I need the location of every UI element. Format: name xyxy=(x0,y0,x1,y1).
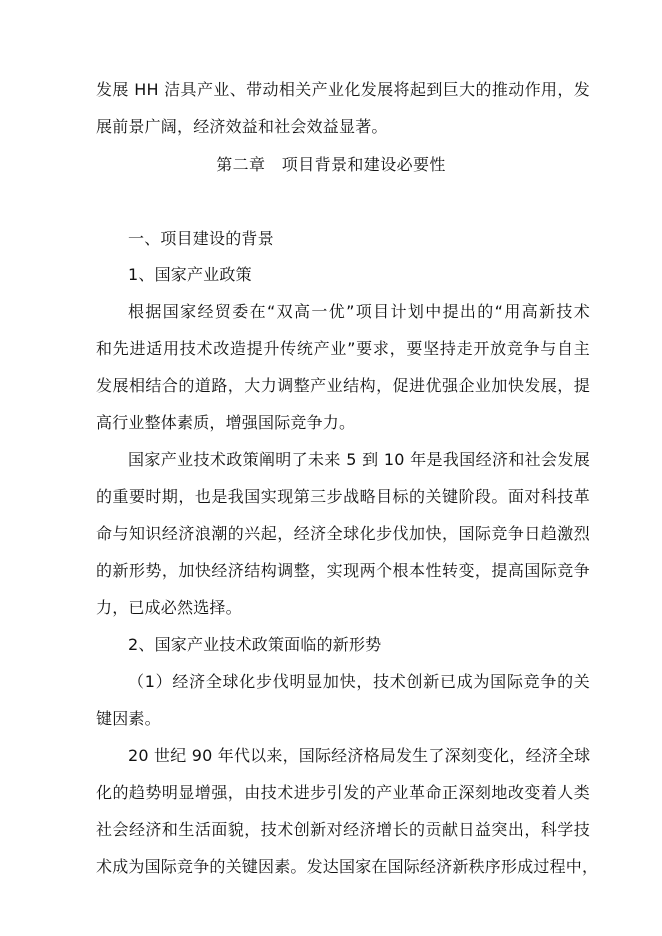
paragraph-2-line-2: 的重要时期，也是我国实现第三步战略目标的关键阶段。面对科技革 xyxy=(96,487,590,506)
paragraph-3-line-4: 术成为国际竞争的关键因素。发达国家在国际经济新秩序形成过程中， xyxy=(96,857,599,876)
section-title: 一、项目建设的背景 xyxy=(128,229,274,248)
point-1-line-2: 键因素。 xyxy=(96,709,161,728)
subsection-title-1: 1、国家产业政策 xyxy=(128,265,252,284)
intro-line-2: 展前景广阔，经济效益和社会效益显著。 xyxy=(96,117,388,136)
chapter-title: 第二章 项目背景和建设必要性 xyxy=(216,155,446,174)
paragraph-3-line-2: 化的趋势明显增强，由技术进步引发的产业革命正深刻地改变着人类 xyxy=(96,783,590,802)
paragraph-1-line-3: 发展相结合的道路，大力调整产业结构，促进优强企业加快发展，提 xyxy=(96,376,590,395)
point-1-line-1: （1）经济全球化步伐明显加快，技术创新已成为国际竞争的关 xyxy=(128,672,590,691)
paragraph-3-line-1: 20 世纪 90 年代以来，国际经济格局发生了深刻变化，经济全球 xyxy=(128,746,591,765)
paragraph-2-line-4: 的新形势，加快经济结构调整，实现两个根本性转变，提高国际竞争 xyxy=(96,561,590,580)
paragraph-1-line-4: 高行业整体素质，增强国际竞争力。 xyxy=(96,413,356,432)
paragraph-1-line-2: 和先进适用技术改造提升传统产业”要求，要坚持走开放竞争与自主 xyxy=(96,339,590,358)
paragraph-1-line-1: 根据国家经贸委在“双高一优”项目计划中提出的“用高新技术 xyxy=(128,302,590,321)
subsection-title-2: 2、国家产业技术政策面临的新形势 xyxy=(128,635,382,654)
paragraph-3-line-3: 社会经济和生活面貌，技术创新对经济增长的贡献日益突出，科学技 xyxy=(96,820,590,839)
paragraph-2-line-1: 国家产业技术政策阐明了未来 5 到 10 年是我国经济和社会发展 xyxy=(128,450,590,469)
paragraph-2-line-5: 力，已成必然选择。 xyxy=(96,598,242,617)
paragraph-2-line-3: 命与知识经济浪潮的兴起，经济全球化步伐加快，国际竞争日趋激烈 xyxy=(96,524,590,543)
intro-line-1: 发展 HH 洁具产业、带动相关产业化发展将起到巨大的推动作用，发 xyxy=(96,80,590,99)
